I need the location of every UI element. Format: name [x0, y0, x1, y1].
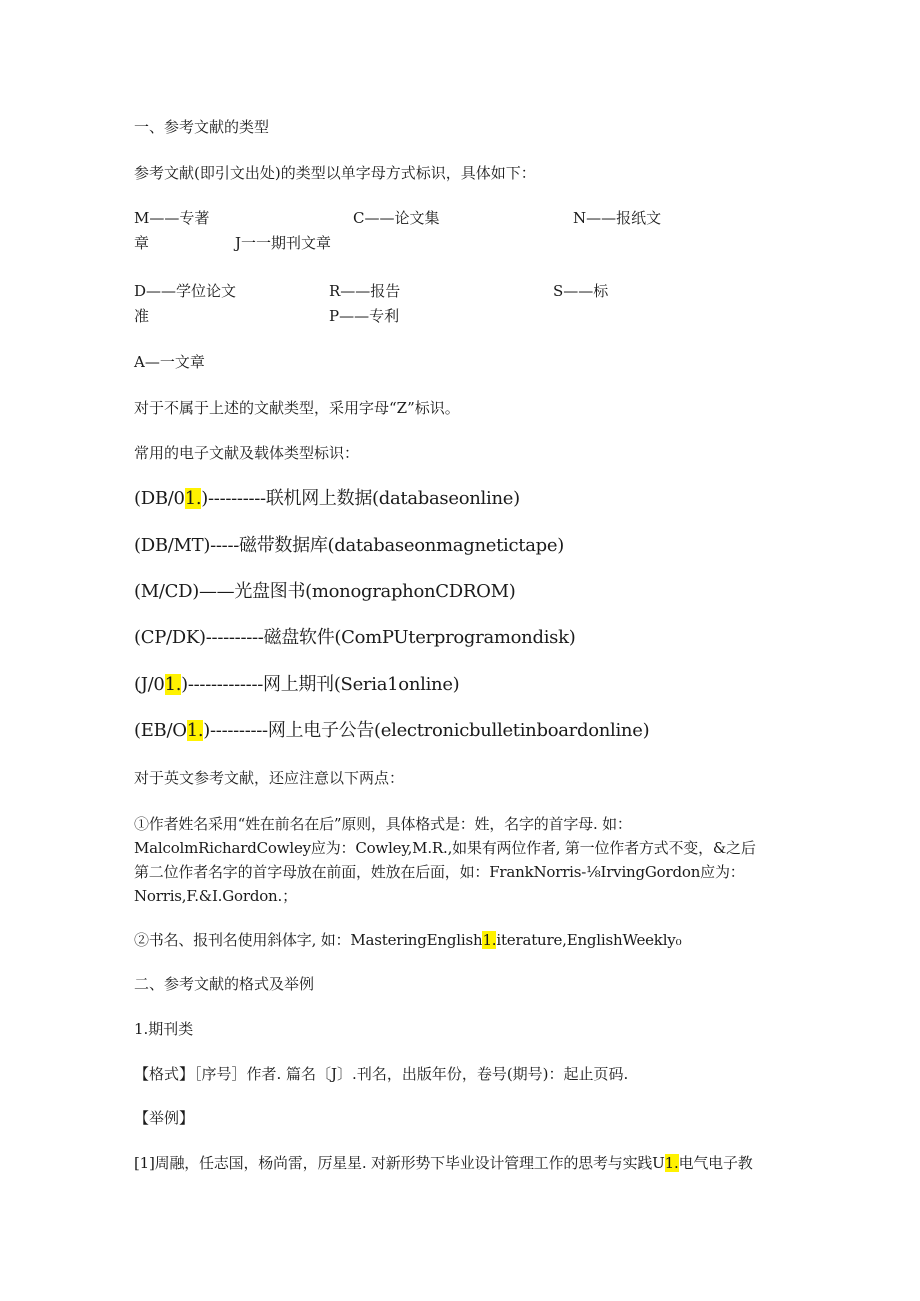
e-type-j-ol: (J/01.)-------------网上期刊(Seria1online) [134, 674, 460, 695]
highlight-mark: 1. [184, 488, 202, 509]
intro-paragraph: 参考文献(即引文出处)的类型以单字母方式标识，具体如下： [134, 164, 536, 182]
section-heading-1: 一、参考文献的类型 [134, 118, 270, 136]
e-type-m-cd: (M/CD)——光盘图书(monographonCDROM) [134, 581, 516, 602]
e-type-cp-dk: (CP/DK)----------磁盘软件(ComPUterprogramondisk) [134, 627, 576, 648]
example-label: 【举例】 [134, 1109, 195, 1127]
highlight-mark: 1. [186, 720, 204, 741]
english-note: 对于英文参考文献，还应注意以下两点： [134, 769, 405, 787]
example-1: [1]周融，任志国，杨尚雷，厉星星. 对新形势下毕业设计管理工作的思考与实践U1.电气电子教 [134, 1154, 753, 1172]
highlight-mark: 1. [664, 1154, 679, 1172]
section-heading-2: 二、参考文献的格式及举例 [134, 975, 315, 993]
rule1-line4: Norris,F.&I.Gordon.； [134, 887, 297, 905]
type-j: J一一期刊文章 [235, 234, 332, 252]
subsection-journals: 1.期刊类 [134, 1020, 194, 1038]
type-p: P——专利 [329, 307, 400, 325]
z-note: 对于不属于上述的文献类型，采用字母“Z”标识。 [134, 399, 460, 417]
rule2: ②书名、报刊名使用斜体字, 如：MasteringEnglish1.iterature,EnglishWeekly₀ [134, 931, 682, 949]
type-a: A—一文章 [134, 353, 205, 371]
type-n: N——报纸文 [573, 209, 662, 227]
type-s: S——标 [553, 282, 609, 300]
type-n-cont: 章 [134, 234, 150, 252]
type-c: C——论文集 [353, 209, 440, 227]
highlight-mark: 1. [482, 931, 497, 949]
type-d: D——学位论文 [134, 282, 237, 300]
type-m: M——专著 [134, 209, 210, 227]
type-r: R——报告 [329, 282, 401, 300]
e-type-eb-ol: (EB/O1.)----------网上电子公告(electronicbulletinboardonline) [134, 720, 650, 741]
rule1-line3: 第二位作者名字的首字母放在前面，姓放在后面，如：FrankNorris-⅛IrvingGordon应为： [134, 863, 745, 881]
format-line: 【格式】［序号］作者. 篇名〔J〕.刊名，出版年份，卷号(期号)：起止页码. [134, 1065, 629, 1083]
type-s-cont: 准 [134, 307, 150, 325]
e-type-db-mt: (DB/MT)-----磁带数据库(databaseonmagnetictape) [134, 535, 564, 556]
e-type-db-ol: (DB/01.)----------联机网上数据(databaseonline) [134, 488, 520, 509]
rule1-line1: ①作者姓名采用“姓在前名在后”原则，具体格式是：姓，名字的首字母. 如： [134, 815, 632, 833]
e-types-intro: 常用的电子文献及载体类型标识： [134, 444, 360, 462]
rule1-line2: MalcolmRichardCowley应为：Cowley,M.R.,如果有两位作者, 第一位作者方式不变，&之后 [134, 839, 756, 857]
highlight-mark: 1. [164, 674, 182, 695]
